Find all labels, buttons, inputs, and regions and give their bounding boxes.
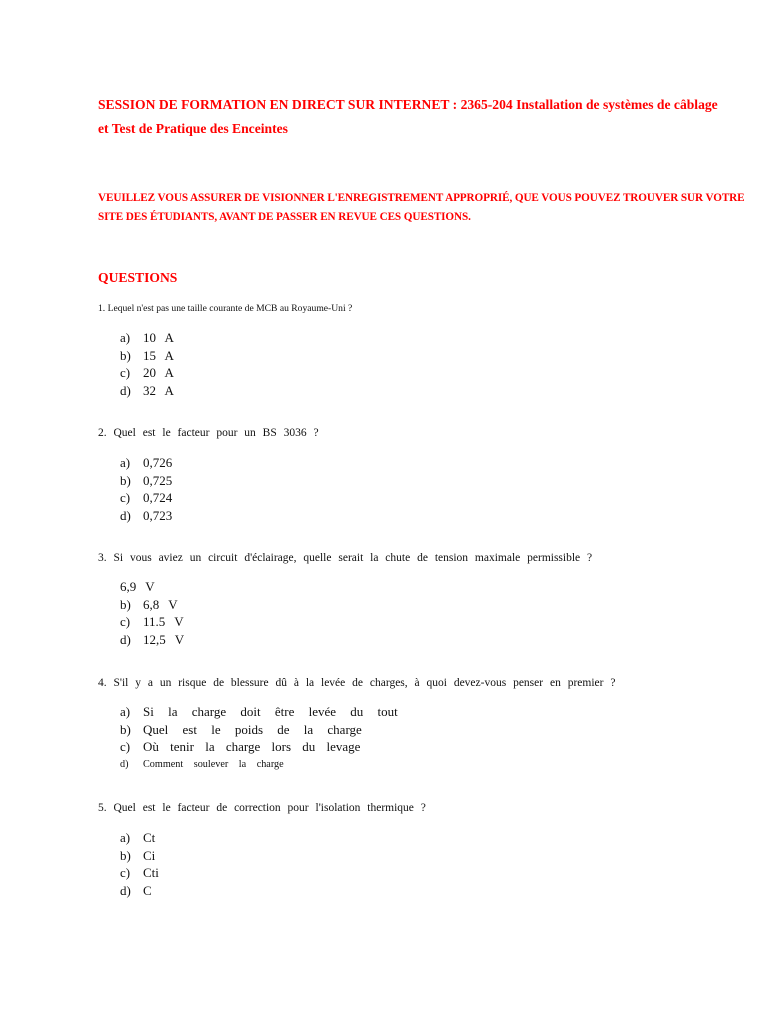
option-letter: d)	[120, 759, 129, 771]
question-1-options	[120, 329, 174, 400]
option-item	[120, 847, 159, 865]
option-item	[120, 472, 172, 490]
option-item	[120, 738, 398, 756]
title-line-2: et Test de Pratique des Enceintes	[98, 121, 288, 136]
notice-line-1: VEUILLEZ VOUS ASSURER DE VISIONNER L'ENREGISTREMENT APPROPRIÉ, QUE VOUS POUVEZ TROUVER SUR VOTRE	[98, 192, 745, 204]
option-text: 6,9 V	[120, 579, 155, 594]
option-text: 11.5 V	[143, 614, 184, 630]
question-3-text: 3. Si vous aviez un circuit d'éclairage, quelle serait la chute de tension maximale permissible ?	[98, 552, 593, 564]
option-letter: a)	[120, 830, 131, 845]
option-item	[120, 721, 398, 739]
option-text: Si la charge doit être levée du tout	[143, 704, 398, 719]
option-item	[120, 382, 174, 400]
option-item	[120, 329, 174, 347]
title-line-1: SESSION DE FORMATION EN DIRECT SUR INTERNET : 2365-204 Installation de systèmes de câblage	[98, 97, 718, 112]
option-text: 0,725	[143, 472, 173, 488]
question-5-text: 5. Quel est le facteur de correction pour l'isolation thermique ?	[98, 802, 426, 814]
option-letter: c)	[120, 365, 131, 381]
option-letter: c)	[120, 865, 131, 881]
option-text: 32 A	[143, 383, 174, 399]
questions-heading: QUESTIONS	[98, 270, 178, 285]
option-letter: d)	[120, 632, 131, 648]
option-item	[120, 454, 172, 472]
notice-text	[98, 189, 768, 227]
option-letter: d)	[120, 883, 131, 899]
question-3-options	[120, 578, 184, 649]
option-item	[120, 756, 398, 774]
option-item	[120, 364, 174, 382]
option-text: 0,726	[143, 455, 173, 470]
option-letter: c)	[120, 490, 131, 506]
option-letter: c)	[120, 739, 131, 755]
option-letter: b)	[120, 721, 131, 737]
option-letter: a)	[120, 704, 131, 719]
option-letter: b)	[120, 472, 131, 488]
option-letter: a)	[120, 330, 131, 345]
option-text: Ct	[143, 830, 156, 845]
option-item	[120, 864, 159, 882]
option-text: 15 A	[143, 347, 174, 363]
question-5-options	[120, 829, 159, 900]
option-text: 20 A	[143, 365, 174, 381]
option-text: Cti	[143, 865, 159, 881]
option-item	[120, 596, 184, 614]
option-text: Où tenir la charge lors du levage	[143, 739, 361, 755]
option-letter: b)	[120, 347, 131, 363]
option-letter: d)	[120, 383, 131, 399]
question-1-text: 1. Lequel n'est pas une taille courante de MCB au Royaume-Uni ?	[98, 303, 353, 314]
option-letter: c)	[120, 614, 131, 630]
option-text: 0,723	[143, 508, 173, 524]
option-item	[120, 613, 184, 631]
option-text: C	[143, 883, 152, 899]
option-item	[120, 578, 184, 596]
option-item	[120, 631, 184, 649]
option-text: Quel est le poids de la charge	[143, 721, 362, 737]
option-item	[120, 347, 174, 365]
option-text: 12,5 V	[143, 632, 185, 648]
option-letter: a)	[120, 455, 131, 470]
question-4-text: 4. S'il y a un risque de blessure dû à la levée de charges, à quoi devez-vous penser en premier ?	[98, 677, 616, 689]
option-item	[120, 882, 159, 900]
option-letter: b)	[120, 596, 131, 612]
option-item	[120, 507, 172, 525]
option-text: Ci	[143, 847, 156, 863]
option-letter: b)	[120, 847, 131, 863]
option-text: 0,724	[143, 490, 173, 506]
option-letter: d)	[120, 508, 131, 524]
option-item	[120, 703, 398, 721]
question-2-text: 2. Quel est le facteur pour un BS 3036 ?	[98, 427, 319, 439]
option-text: Comment soulever la charge	[143, 759, 284, 771]
option-item	[120, 829, 159, 847]
option-text: 10 A	[143, 330, 174, 345]
option-text: 6,8 V	[143, 596, 178, 612]
question-2-options	[120, 454, 172, 525]
question-4-options	[120, 703, 398, 774]
option-item	[120, 489, 172, 507]
document-title	[98, 93, 766, 141]
notice-line-2: SITE DES ÉTUDIANTS, AVANT DE PASSER EN REVUE CES QUESTIONS.	[98, 211, 471, 223]
